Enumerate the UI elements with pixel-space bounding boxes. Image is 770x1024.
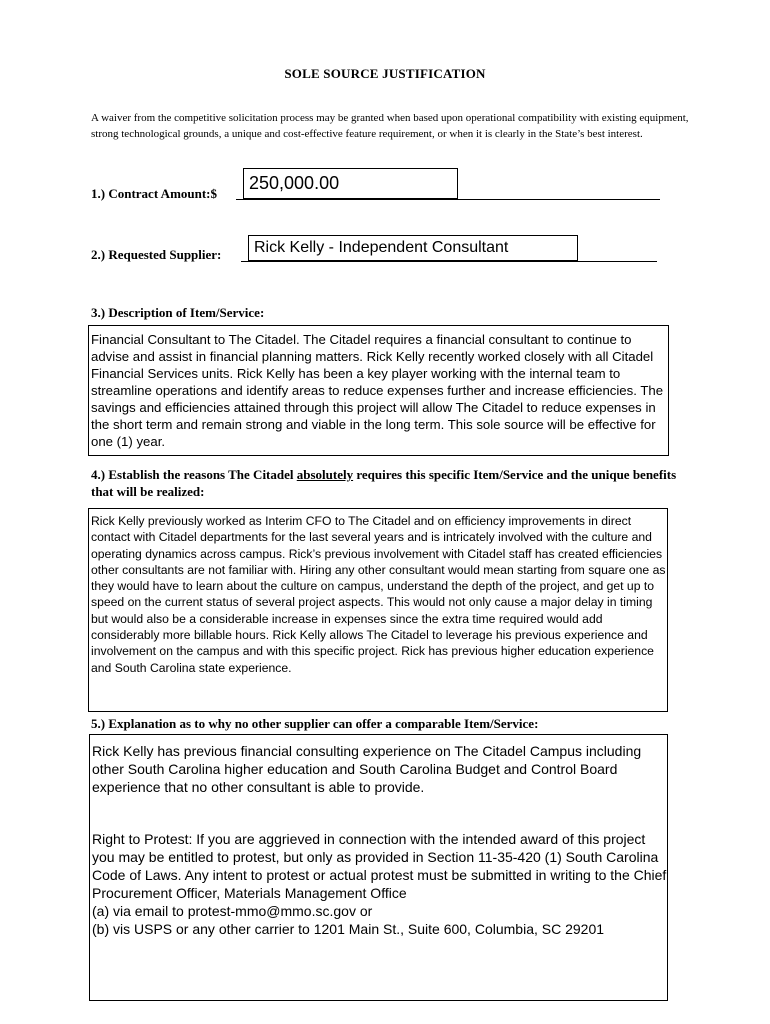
right-to-protest-text: Right to Protest: If you are aggrieved in connection with the intended award of this project you may be entitled to protest, but only as provided in Section 11-35-420 (1) South Carolina Code of Laws. Any intent to protest or actual protest must be submitted in writing to the Chief Procurement Officer, Materials Management Office xyxy=(92,831,671,901)
reasons-label-end: requires this specific Item/Service and the unique benefits that will be realized: xyxy=(91,467,677,499)
contract-amount-field[interactable]: 250,000.00 xyxy=(243,168,458,199)
requested-supplier-underline xyxy=(241,261,657,262)
description-label: 3.) Description of Item/Service: xyxy=(91,305,265,320)
protest-mail-text: (b) vis USPS or any other carrier to 1201 Main St., Suite 600, Columbia, SC 29201 xyxy=(92,921,605,937)
requested-supplier-field[interactable]: Rick Kelly - Independent Consultant xyxy=(248,235,578,261)
page-title: SOLE SOURCE JUSTIFICATION xyxy=(284,66,486,81)
requested-supplier-label: 2.) Requested Supplier: xyxy=(91,247,222,262)
description-text: Financial Consultant to The Citadel. The Citadel requires a financial consultant to continue to advise and assist in financial planning matters. Rick Kelly recently worked closely with all Citadel Financial Services units. Rick Kelly has been a key player working with the internal team to streamline operations and identify areas to reduce expenses further and increase efficiencies. The savings and efficiencies attained through this project will allow The Citadel to reduce expenses in the short term and remain strong and viable in the long term. This sole source will be effective for one (1) year. xyxy=(91,332,667,449)
explanation-box[interactable] xyxy=(89,734,671,1001)
protest-email-text: (a) via email to protest-mmo@mmo.sc.gov or xyxy=(92,903,373,919)
description-box[interactable] xyxy=(88,325,669,456)
contract-amount-label: 1.) Contract Amount:$ xyxy=(91,186,218,201)
reasons-label xyxy=(91,466,681,500)
reasons-text: Rick Kelly previously worked as Interim CFO to The Citadel and on efficiency improvements in direct contact with Citadel departments for the last several years and is intricately involved with the culture and operating dynamics across campus. Rick’s previous involvement with Citadel staff has created efficiencies other consultants are not familiar with. Hiring any other consultant would mean starting from square one as they would have to learn about the culture on campus, understand the depth of the project, and get up to speed on the current status of several project aspects. This would not only cause a major delay in timing but would also be a considerable increase in expenses since the extra time required would add considerably more billable hours. Rick Kelly allows The Citadel to leverage his previous experience and involvement on the campus and with this specific project. Rick has previous higher education experience and South Carolina state experience. xyxy=(91,514,669,675)
reasons-box[interactable] xyxy=(88,508,668,712)
explanation-label: 5.) Explanation as to why no other supplier can offer a comparable Item/Service: xyxy=(91,716,539,731)
reasons-label-emphasis: absolutely xyxy=(296,467,354,482)
contract-amount-underline xyxy=(236,199,660,200)
intro-paragraph: A waiver from the competitive solicitation process may be granted when based upon operational compatibility with existing equipment, strong technological grounds, a unique and cost-effective feature requirement, or when it is clearly in the State’s best interest. xyxy=(91,112,689,140)
reasons-label-start: 4.) Establish the reasons The Citadel xyxy=(91,467,297,482)
explanation-text: Rick Kelly has previous financial consulting experience on The Citadel Campus including other South Carolina higher education and South Carolina Budget and Control Board experience that no other consultant is able to provide. xyxy=(92,743,646,795)
